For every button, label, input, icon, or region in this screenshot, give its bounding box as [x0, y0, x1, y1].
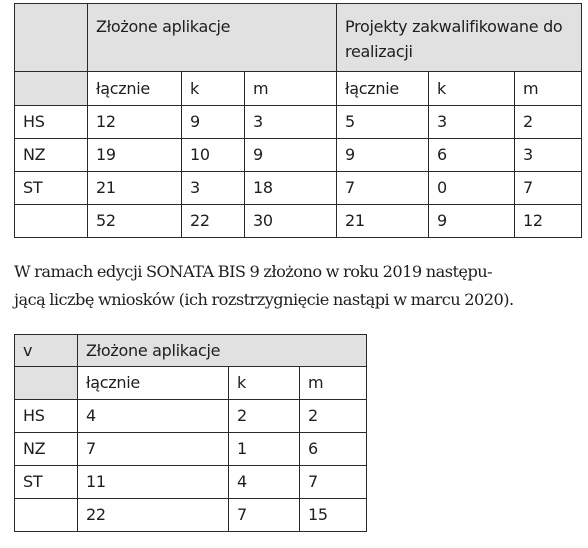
- header-submitted-applications: Złożone aplikacje: [78, 335, 367, 367]
- row-label: HS: [15, 400, 78, 433]
- applications-and-projects-table: [14, 3, 582, 238]
- table-cell: 2: [515, 106, 582, 139]
- table-cell: 22: [78, 499, 229, 532]
- table-cell: 3: [515, 139, 582, 172]
- table-row: [15, 466, 367, 499]
- subheader-cell: łącznie: [78, 367, 229, 400]
- row-label: ST: [15, 172, 88, 205]
- subheader-cell: k: [429, 72, 515, 106]
- subheader-cell: łącznie: [337, 72, 429, 106]
- table-cell: 11: [78, 466, 229, 499]
- table-cell: 30: [245, 205, 337, 238]
- table-cell: 7: [515, 172, 582, 205]
- table-cell: 3: [245, 106, 337, 139]
- table-row: [15, 433, 367, 466]
- table-cell: 7: [229, 499, 300, 532]
- table-cell: 5: [337, 106, 429, 139]
- table-cell: 1: [229, 433, 300, 466]
- table-cell: 9: [245, 139, 337, 172]
- subheader-cell: [15, 367, 78, 400]
- table-cell: 21: [337, 205, 429, 238]
- table-cell: 9: [337, 139, 429, 172]
- table-total-row: [15, 205, 582, 238]
- table-row: [15, 172, 582, 205]
- table-row: [15, 139, 582, 172]
- table-total-row: [15, 499, 367, 532]
- row-label: [15, 205, 88, 238]
- table-cell: 10: [182, 139, 245, 172]
- header-submitted-applications: Złożone aplikacje: [88, 4, 337, 72]
- table-row: [15, 400, 367, 433]
- table-cell: 3: [182, 172, 245, 205]
- subheader-cell: m: [515, 72, 582, 106]
- table-cell: 9: [429, 205, 515, 238]
- table-cell: 4: [229, 466, 300, 499]
- table-cell: 12: [88, 106, 182, 139]
- paragraph-line: jącą liczbę wniosków (ich rozstrzygnięcie nastąpi w marcu 2020).: [14, 290, 514, 309]
- table-cell: 52: [88, 205, 182, 238]
- row-label: NZ: [15, 433, 78, 466]
- subheader-cell: m: [300, 367, 367, 400]
- row-label: NZ: [15, 139, 88, 172]
- header-empty-cell: [15, 4, 88, 72]
- table-row: [15, 106, 582, 139]
- table-cell: 21: [88, 172, 182, 205]
- row-label: ST: [15, 466, 78, 499]
- subheader-cell: łącznie: [88, 72, 182, 106]
- row-label: HS: [15, 106, 88, 139]
- table-cell: 7: [337, 172, 429, 205]
- table-cell: 6: [300, 433, 367, 466]
- sonata-bis-paragraph: [14, 258, 584, 314]
- paragraph-line: W ramach edycji SONATA BIS 9 złożono w roku 2019 następu-: [14, 262, 493, 281]
- table-cell: 22: [182, 205, 245, 238]
- subheader-cell: k: [182, 72, 245, 106]
- table-cell: 2: [300, 400, 367, 433]
- table-cell: 12: [515, 205, 582, 238]
- table-cell: 18: [245, 172, 337, 205]
- table-cell: 6: [429, 139, 515, 172]
- table-cell: 3: [429, 106, 515, 139]
- table-cell: 9: [182, 106, 245, 139]
- table-cell: 2: [229, 400, 300, 433]
- table-cell: 4: [78, 400, 229, 433]
- sonata-bis-applications-table: [14, 334, 367, 532]
- table-cell: 15: [300, 499, 367, 532]
- table-cell: 19: [88, 139, 182, 172]
- header-qualified-projects: Projekty zakwalifikowane do realizacji: [337, 4, 582, 72]
- row-label: [15, 499, 78, 532]
- subheader-cell: k: [229, 367, 300, 400]
- header-cell-v: v: [15, 335, 78, 367]
- table-cell: 7: [78, 433, 229, 466]
- table-cell: 7: [300, 466, 367, 499]
- subheader-cell: [15, 72, 88, 106]
- subheader-cell: m: [245, 72, 337, 106]
- table-cell: 0: [429, 172, 515, 205]
